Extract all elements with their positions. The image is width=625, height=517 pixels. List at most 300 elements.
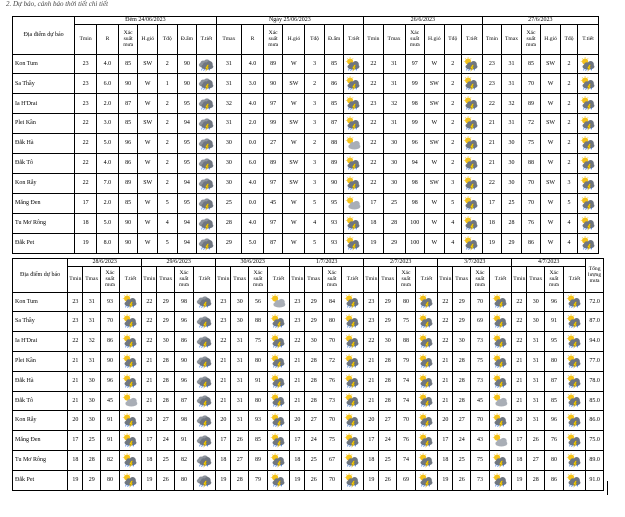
- value-cell: 22: [512, 312, 527, 332]
- value-cell: 21: [142, 351, 157, 371]
- total-rain-cell: 77.0: [586, 351, 604, 371]
- value-cell: 2: [560, 94, 577, 114]
- value-cell: 96: [101, 371, 120, 391]
- value-cell: 25: [502, 193, 522, 213]
- weather-cell: [578, 213, 599, 233]
- weather-cell: [119, 411, 141, 431]
- thunder-rain-icon: [196, 393, 213, 408]
- value-cell: 2: [157, 154, 177, 174]
- value-cell: 87: [175, 391, 194, 411]
- column-header: Tđộ: [444, 24, 461, 54]
- weather-cell: [119, 371, 141, 391]
- value-cell: 30: [83, 371, 101, 391]
- column-header: Tmax: [527, 266, 545, 292]
- value-cell: 21: [290, 351, 305, 371]
- value-cell: 96: [118, 134, 138, 154]
- value-cell: W: [541, 193, 561, 213]
- value-cell: 19: [364, 470, 379, 490]
- value-cell: 3: [305, 154, 325, 174]
- value-cell: 93: [324, 213, 344, 233]
- value-cell: 31: [216, 54, 241, 74]
- location-name: Đắk Pet: [13, 233, 75, 253]
- value-cell: 21: [482, 154, 502, 174]
- sun-cloud-icon: [492, 393, 509, 408]
- thunder-rain-icon: [196, 334, 213, 349]
- weather-cell: [415, 292, 437, 312]
- value-cell: 17: [290, 431, 305, 451]
- value-cell: 98: [175, 292, 194, 312]
- value-cell: 18: [290, 450, 305, 470]
- thunder-sun-icon: [566, 453, 583, 468]
- thunder-sun-icon: [566, 334, 583, 349]
- weather-cell: [489, 371, 511, 391]
- thunder-sun-icon: [122, 334, 139, 349]
- column-header: H.gió: [425, 24, 445, 54]
- value-cell: 29: [83, 470, 101, 490]
- weather-cell: [578, 134, 599, 154]
- value-cell: 88: [249, 312, 268, 332]
- value-cell: 93: [249, 411, 268, 431]
- column-header: H.gió: [541, 24, 561, 54]
- column-header: Tđộ: [157, 24, 177, 54]
- thunder-sun-icon: [463, 196, 480, 211]
- value-cell: 85: [324, 54, 344, 74]
- value-cell: 21: [512, 391, 527, 411]
- column-header: Tmin: [68, 266, 83, 292]
- thunder-sun-icon: [270, 473, 287, 488]
- weather-cell: [461, 213, 482, 233]
- value-cell: 27: [527, 450, 545, 470]
- value-cell: 21: [216, 391, 231, 411]
- value-cell: 31: [383, 54, 405, 74]
- location-name: Kon Tum: [13, 292, 68, 312]
- value-cell: 22: [364, 154, 384, 174]
- thunder-sun-icon: [122, 473, 139, 488]
- value-cell: 31: [527, 371, 545, 391]
- value-cell: 22: [482, 94, 502, 114]
- value-cell: 73: [471, 371, 490, 391]
- value-cell: 31: [527, 411, 545, 431]
- value-cell: 70: [397, 411, 416, 431]
- value-cell: 99: [263, 114, 283, 134]
- value-cell: SW: [425, 74, 445, 94]
- value-cell: 20: [216, 411, 231, 431]
- value-cell: 89: [118, 173, 138, 193]
- weather-cell: [193, 312, 215, 332]
- value-cell: 31: [216, 114, 241, 134]
- value-cell: 20: [142, 411, 157, 431]
- thunder-sun-icon: [492, 374, 509, 389]
- weather-cell: [489, 450, 511, 470]
- value-cell: 21: [216, 351, 231, 371]
- location-name: Tu Mơ Rông: [13, 450, 68, 470]
- value-cell: 2: [157, 134, 177, 154]
- column-header: H.gió: [283, 24, 305, 54]
- value-cell: 70: [521, 193, 541, 213]
- weather-cell: [267, 450, 289, 470]
- value-cell: 28: [305, 351, 323, 371]
- sun-cloud-icon: [492, 433, 509, 448]
- value-cell: 98: [405, 193, 425, 213]
- column-header: Xác suất mưa: [471, 266, 490, 292]
- value-cell: 26: [157, 470, 175, 490]
- value-cell: W: [138, 134, 158, 154]
- value-cell: 100: [405, 233, 425, 253]
- thunder-sun-icon: [418, 314, 435, 329]
- thunder-sun-icon: [122, 354, 139, 369]
- value-cell: 96: [545, 411, 564, 431]
- thunder-sun-icon: [345, 76, 362, 91]
- thunder-sun-icon: [463, 216, 480, 231]
- weather-cell: [415, 450, 437, 470]
- day-header: 4/7/2023: [512, 259, 586, 267]
- value-cell: 4.0: [242, 173, 264, 193]
- value-cell: 2: [157, 94, 177, 114]
- value-cell: 87: [118, 94, 138, 114]
- weather-cell: [489, 332, 511, 352]
- table-row: [13, 292, 604, 312]
- day-header: 29/6/2023: [142, 259, 216, 267]
- table-row: [13, 74, 599, 94]
- weather-cell: [461, 134, 482, 154]
- thunder-rain-icon: [198, 136, 215, 151]
- column-header: Xác suất mưa: [397, 266, 416, 292]
- value-cell: 21: [482, 134, 502, 154]
- value-cell: 31: [502, 74, 522, 94]
- value-cell: 28: [453, 351, 471, 371]
- value-cell: 2.0: [97, 193, 119, 213]
- value-cell: 22: [75, 134, 97, 154]
- value-cell: 19: [512, 470, 527, 490]
- thunder-sun-icon: [566, 393, 583, 408]
- value-cell: 30: [231, 292, 249, 312]
- value-cell: 4: [444, 213, 461, 233]
- weather-cell: [563, 332, 585, 352]
- sun-cloud-icon: [345, 136, 362, 151]
- thunder-sun-icon: [270, 413, 287, 428]
- weather-cell: [344, 94, 364, 114]
- value-cell: 23: [290, 292, 305, 312]
- thunder-sun-icon: [463, 76, 480, 91]
- column-header: T.tiết: [193, 266, 215, 292]
- weather-cell: [197, 154, 217, 174]
- column-header: Xác suất mưa: [545, 266, 564, 292]
- location-name: Đắk Hà: [13, 134, 75, 154]
- value-cell: 94: [177, 213, 197, 233]
- weather-cell: [267, 351, 289, 371]
- value-cell: 82: [101, 450, 120, 470]
- weather-cell: [197, 173, 217, 193]
- value-cell: 98: [175, 411, 194, 431]
- value-cell: 18: [364, 450, 379, 470]
- value-cell: 27: [263, 134, 283, 154]
- value-cell: 80: [545, 351, 564, 371]
- value-cell: W: [283, 54, 305, 74]
- column-header: Tmin: [512, 266, 527, 292]
- value-cell: 90: [175, 351, 194, 371]
- thunder-sun-icon: [566, 374, 583, 389]
- value-cell: 2: [560, 114, 577, 134]
- weather-cell: [344, 173, 364, 193]
- thunder-sun-icon: [344, 433, 361, 448]
- thunder-sun-icon: [418, 393, 435, 408]
- weather-cell: [193, 450, 215, 470]
- value-cell: 89: [521, 94, 541, 114]
- thunder-rain-icon: [196, 473, 213, 488]
- value-cell: 28: [527, 470, 545, 490]
- value-cell: 45: [263, 193, 283, 213]
- thunder-sun-icon: [492, 294, 509, 309]
- value-cell: 90: [101, 351, 120, 371]
- value-cell: 27: [453, 411, 471, 431]
- thunder-sun-icon: [463, 57, 480, 72]
- value-cell: 31: [502, 54, 522, 74]
- value-cell: 70: [521, 173, 541, 193]
- location-name: Sa Thầy: [13, 312, 68, 332]
- value-cell: W: [425, 114, 445, 134]
- weather-cell: [461, 94, 482, 114]
- thunder-sun-icon: [345, 176, 362, 191]
- column-header: Tmax: [83, 266, 101, 292]
- column-header: T.tiết: [563, 266, 585, 292]
- value-cell: W: [541, 213, 561, 233]
- value-cell: 76: [323, 371, 342, 391]
- value-cell: 19: [68, 470, 83, 490]
- value-cell: 18: [364, 213, 384, 233]
- thunder-rain-icon: [198, 116, 215, 131]
- value-cell: 31: [527, 351, 545, 371]
- column-header: Tmax: [383, 24, 405, 54]
- value-cell: 31: [383, 114, 405, 134]
- table-row: [13, 450, 604, 470]
- location-header: Địa điểm dự báo: [13, 259, 68, 293]
- value-cell: 4.0: [97, 54, 119, 74]
- value-cell: 28: [502, 213, 522, 233]
- value-cell: 5: [305, 233, 325, 253]
- weather-cell: [563, 450, 585, 470]
- location-name: Đắk Hà: [13, 371, 68, 391]
- thunder-sun-icon: [492, 473, 509, 488]
- weather-cell: [267, 411, 289, 431]
- value-cell: 30: [502, 173, 522, 193]
- value-cell: 89: [263, 154, 283, 174]
- value-cell: 85: [521, 54, 541, 74]
- value-cell: 80: [249, 391, 268, 411]
- thunder-sun-icon: [344, 354, 361, 369]
- value-cell: 97: [405, 54, 425, 74]
- weather-cell: [341, 312, 363, 332]
- weather-cell: [267, 470, 289, 490]
- value-cell: W: [138, 213, 158, 233]
- value-cell: 30: [453, 332, 471, 352]
- day-header: 26/6/2023: [364, 17, 483, 25]
- value-cell: 74: [397, 371, 416, 391]
- thunder-sun-icon: [345, 216, 362, 231]
- value-cell: 28: [216, 213, 241, 233]
- value-cell: 22: [142, 332, 157, 352]
- value-cell: 28: [83, 450, 101, 470]
- table-row: [13, 411, 604, 431]
- thunder-sun-icon: [418, 413, 435, 428]
- thunder-sun-icon: [418, 374, 435, 389]
- value-cell: 18: [68, 450, 83, 470]
- location-name: Đắk Tô: [13, 154, 75, 174]
- value-cell: 5: [560, 193, 577, 213]
- value-cell: 45: [101, 391, 120, 411]
- value-cell: 26: [231, 431, 249, 451]
- column-header: Tmax: [231, 266, 249, 292]
- thunder-sun-icon: [345, 96, 362, 111]
- forecast-table-upcoming: [12, 16, 599, 254]
- value-cell: 91: [175, 431, 194, 451]
- value-cell: 99: [405, 74, 425, 94]
- value-cell: 18: [75, 213, 97, 233]
- thunder-sun-icon: [566, 314, 583, 329]
- weather-cell: [344, 154, 364, 174]
- weather-cell: [341, 292, 363, 312]
- weather-cell: [341, 431, 363, 451]
- value-cell: 90: [118, 213, 138, 233]
- value-cell: 95: [545, 332, 564, 352]
- value-cell: 4.0: [242, 213, 264, 233]
- value-cell: 22: [75, 154, 97, 174]
- value-cell: 84: [323, 292, 342, 312]
- value-cell: 23: [364, 292, 379, 312]
- weather-cell: [341, 450, 363, 470]
- value-cell: 29: [305, 312, 323, 332]
- value-cell: 17: [482, 193, 502, 213]
- value-cell: 95: [177, 94, 197, 114]
- value-cell: 3: [305, 173, 325, 193]
- thunder-rain-icon: [196, 294, 213, 309]
- value-cell: 23: [68, 292, 83, 312]
- weather-cell: [415, 470, 437, 490]
- value-cell: 86: [118, 154, 138, 174]
- value-cell: 98: [405, 173, 425, 193]
- value-cell: 19: [75, 233, 97, 253]
- total-rain-header: Tổng lượng mưa: [586, 259, 604, 293]
- weather-cell: [193, 351, 215, 371]
- value-cell: 70: [323, 470, 342, 490]
- table-row: [13, 154, 599, 174]
- sun-cloud-icon: [270, 294, 287, 309]
- value-cell: 2: [157, 173, 177, 193]
- thunder-sun-icon: [270, 453, 287, 468]
- weather-cell: [267, 371, 289, 391]
- weather-cell: [197, 193, 217, 213]
- value-cell: 21: [290, 391, 305, 411]
- thunder-sun-icon: [492, 354, 509, 369]
- thunder-sun-icon: [122, 294, 139, 309]
- column-header: T.tiết: [267, 266, 289, 292]
- value-cell: 4.0: [242, 94, 264, 114]
- weather-cell: [197, 213, 217, 233]
- value-cell: 21: [512, 371, 527, 391]
- value-cell: W: [283, 134, 305, 154]
- value-cell: 89: [324, 154, 344, 174]
- total-rain-cell: 86.0: [586, 411, 604, 431]
- weather-cell: [341, 332, 363, 352]
- thunder-sun-icon: [463, 156, 480, 171]
- value-cell: 17: [68, 431, 83, 451]
- location-name: Kon Rẫy: [13, 411, 68, 431]
- table-row: [13, 213, 599, 233]
- sun-cloud-icon: [122, 393, 139, 408]
- value-cell: 94: [177, 173, 197, 193]
- value-cell: 93: [324, 233, 344, 253]
- value-cell: 23: [75, 74, 97, 94]
- value-cell: 29: [453, 292, 471, 312]
- value-cell: W: [138, 193, 158, 213]
- location-name: Kon Rẫy: [13, 173, 75, 193]
- column-header: T.tiết: [578, 24, 599, 54]
- thunder-rain-icon: [198, 216, 215, 231]
- weather-cell: [344, 114, 364, 134]
- value-cell: 94: [405, 154, 425, 174]
- value-cell: W: [541, 134, 561, 154]
- thunder-rain-icon: [198, 196, 215, 211]
- column-header: Tmax: [502, 24, 522, 54]
- value-cell: 30: [231, 312, 249, 332]
- value-cell: 28: [379, 391, 397, 411]
- weather-cell: [119, 351, 141, 371]
- value-cell: 91: [545, 312, 564, 332]
- value-cell: SW: [283, 114, 305, 134]
- value-cell: 95: [324, 193, 344, 213]
- value-cell: 69: [471, 312, 490, 332]
- value-cell: 20: [364, 411, 379, 431]
- value-cell: 95: [177, 193, 197, 213]
- value-cell: 76: [545, 431, 564, 451]
- value-cell: 23: [364, 94, 384, 114]
- thunder-sun-icon: [344, 413, 361, 428]
- column-header: T.tiết: [489, 266, 511, 292]
- value-cell: 22: [364, 54, 384, 74]
- column-header: Tmin: [364, 266, 379, 292]
- value-cell: 93: [101, 292, 120, 312]
- value-cell: 85: [545, 391, 564, 411]
- value-cell: 25: [157, 450, 175, 470]
- thunder-rain-icon: [198, 96, 215, 111]
- thunder-rain-icon: [196, 374, 213, 389]
- value-cell: 86: [101, 332, 120, 352]
- column-header: Xác suất mưa: [263, 24, 283, 54]
- value-cell: 22: [438, 312, 453, 332]
- thunder-rain-icon: [196, 314, 213, 329]
- column-header: Xác suất mưa: [118, 24, 138, 54]
- value-cell: 21: [142, 371, 157, 391]
- value-cell: 98: [405, 94, 425, 114]
- total-rain-cell: 94.0: [586, 332, 604, 352]
- value-cell: 30: [502, 154, 522, 174]
- location-name: Ia H'Drai: [13, 94, 75, 114]
- thunder-sun-icon: [580, 76, 597, 91]
- total-rain-cell: 85.0: [586, 391, 604, 411]
- value-cell: 29: [453, 312, 471, 332]
- column-header: Đ.ẩm: [177, 24, 197, 54]
- value-cell: 96: [175, 371, 194, 391]
- value-cell: 31: [231, 411, 249, 431]
- value-cell: 22: [142, 312, 157, 332]
- value-cell: 56: [249, 292, 268, 312]
- value-cell: 73: [471, 470, 490, 490]
- value-cell: 22: [216, 332, 231, 352]
- weather-cell: [267, 431, 289, 451]
- value-cell: 3: [305, 54, 325, 74]
- column-header: Tmin: [290, 266, 305, 292]
- value-cell: 25: [305, 450, 323, 470]
- value-cell: W: [283, 193, 305, 213]
